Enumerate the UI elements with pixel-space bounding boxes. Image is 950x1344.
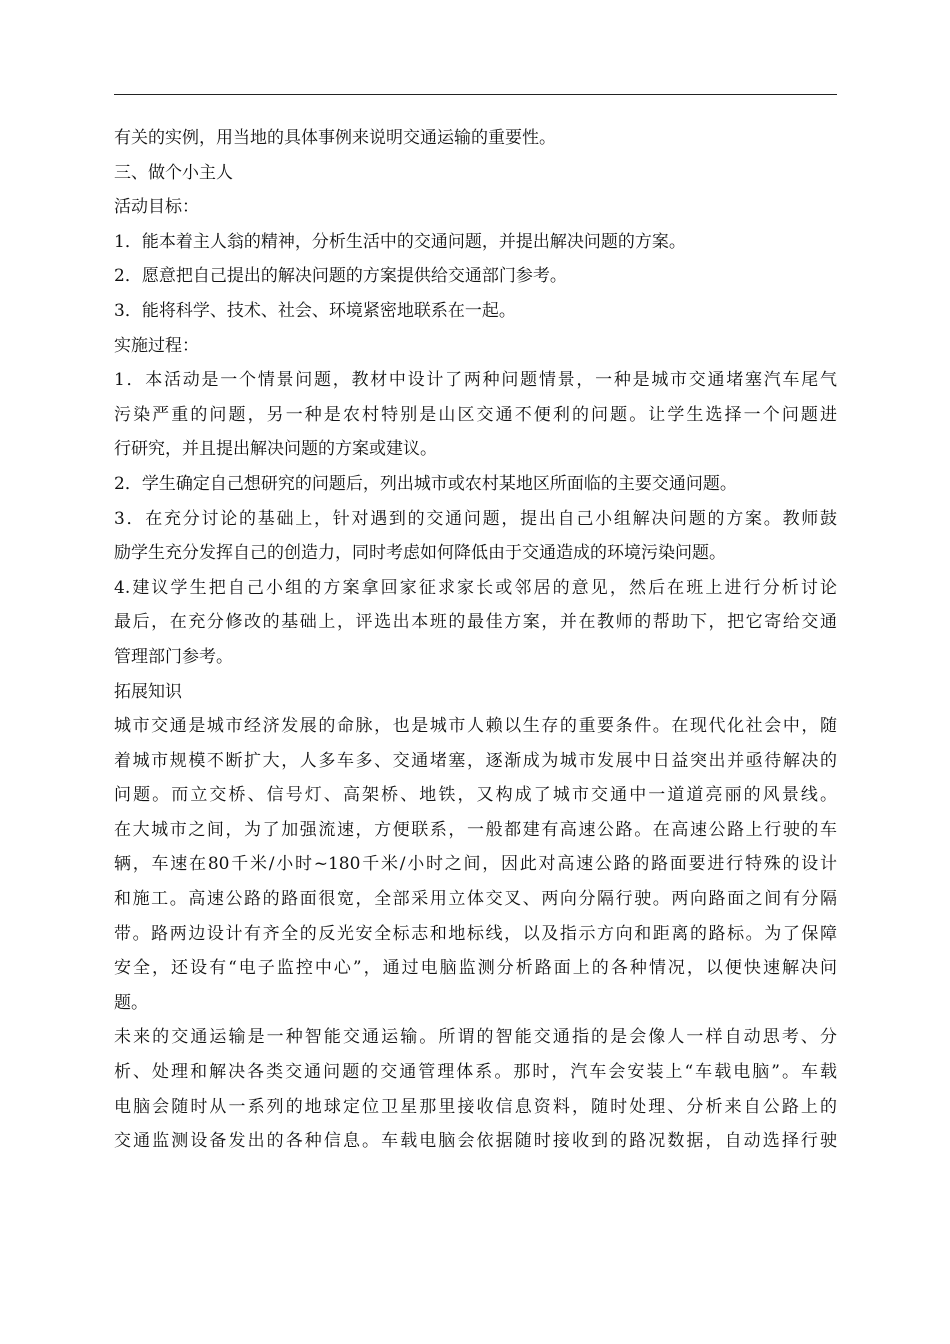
text-line: 1．本活动是一个情景问题，教材中设计了两种问题情景，一种是城市交通堵塞汽车尾气 [114,370,837,391]
text-line: 拓展知识 [114,681,182,702]
text-line: 污染严重的问题，另一种是农村特别是山区交通不便利的问题。让学生选择一个问题进 [114,404,837,425]
text-line: 2．学生确定自己想研究的问题后，列出城市或农村某地区所面临的主要交通问题。 [114,473,737,494]
header-rule [114,94,837,95]
document-body [114,121,837,1159]
text-line: 问题。而立交桥、信号灯、高架桥、地铁，又构成了城市交通中一道道亮丽的风景线。 [114,785,837,806]
text-line: 最后，在充分修改的基础上，评选出本班的最佳方案，并在教师的帮助下，把它寄给交通 [114,612,837,633]
text-line: 和施工。高速公路的路面很宽，全部采用立体交叉、两向分隔行驶。两向路面之间有分隔 [114,889,837,910]
text-line: 未来的交通运输是一种智能交通运输。所谓的智能交通指的是会像人一样自动思考、分 [114,1027,837,1048]
text-line: 三、做个小主人 [114,162,233,183]
text-line: 安全，还设有“电子监控中心”，通过电脑监测分析路面上的各种情况，以便快速解决问 [114,958,837,979]
text-line: 交通监测设备发出的各种信息。车载电脑会依据随时接收到的路况数据，自动选择行驶 [114,1131,837,1152]
text-line: 析、处理和解决各类交通问题的交通管理体系。那时，汽车会安装上“车载电脑”。车载 [114,1062,837,1083]
text-line: 3．在充分讨论的基础上，针对遇到的交通问题，提出自己小组解决问题的方案。教师鼓 [114,508,837,529]
text-line: 4.建议学生把自己小组的方案拿回家征求家长或邻居的意见，然后在班上进行分析讨论 [114,577,837,598]
text-line: 行研究，并且提出解决问题的方案或建议。 [114,439,437,460]
text-line: 有关的实例，用当地的具体事例来说明交通运输的重要性。 [114,128,556,148]
text-line: 题。 [114,992,148,1013]
text-line: 2．愿意把自己提出的解决问题的方案提供给交通部门参考。 [114,266,567,287]
text-line: 3．能将科学、技术、社会、环境紧密地联系在一起。 [114,300,516,321]
text-line: 活动目标： [114,197,199,218]
text-line: 励学生充分发挥自己的创造力，同时考虑如何降低由于交通造成的环境污染问题。 [114,543,726,564]
text-line: 1．能本着主人翁的精神，分析生活中的交通问题，并提出解决问题的方案。 [114,231,686,252]
text-line: 电脑会随时从一系列的地球定位卫星那里接收信息资料，随时处理、分析来自公路上的 [114,1096,837,1117]
text-line: 在大城市之间，为了加强流速，方便联系，一般都建有高速公路。在高速公路上行驶的车 [114,819,837,840]
text-line: 带。路两边设计有齐全的反光安全标志和地标线，以及指示方向和距离的路标。为了保障 [114,923,837,944]
text-line: 着城市规模不断扩大，人多车多、交通堵塞，逐渐成为城市发展中日益突出并亟待解决的 [114,750,837,771]
text-line: 实施过程： [114,335,199,356]
text-line: 管理部门参考。 [114,646,233,667]
text-line: 辆，车速在80千米/小时~180千米/小时之间，因此对高速公路的路面要进行特殊的设计 [114,854,837,875]
text-line: 城市交通是城市经济发展的命脉，也是城市人赖以生存的重要条件。在现代化社会中，随 [114,716,837,737]
